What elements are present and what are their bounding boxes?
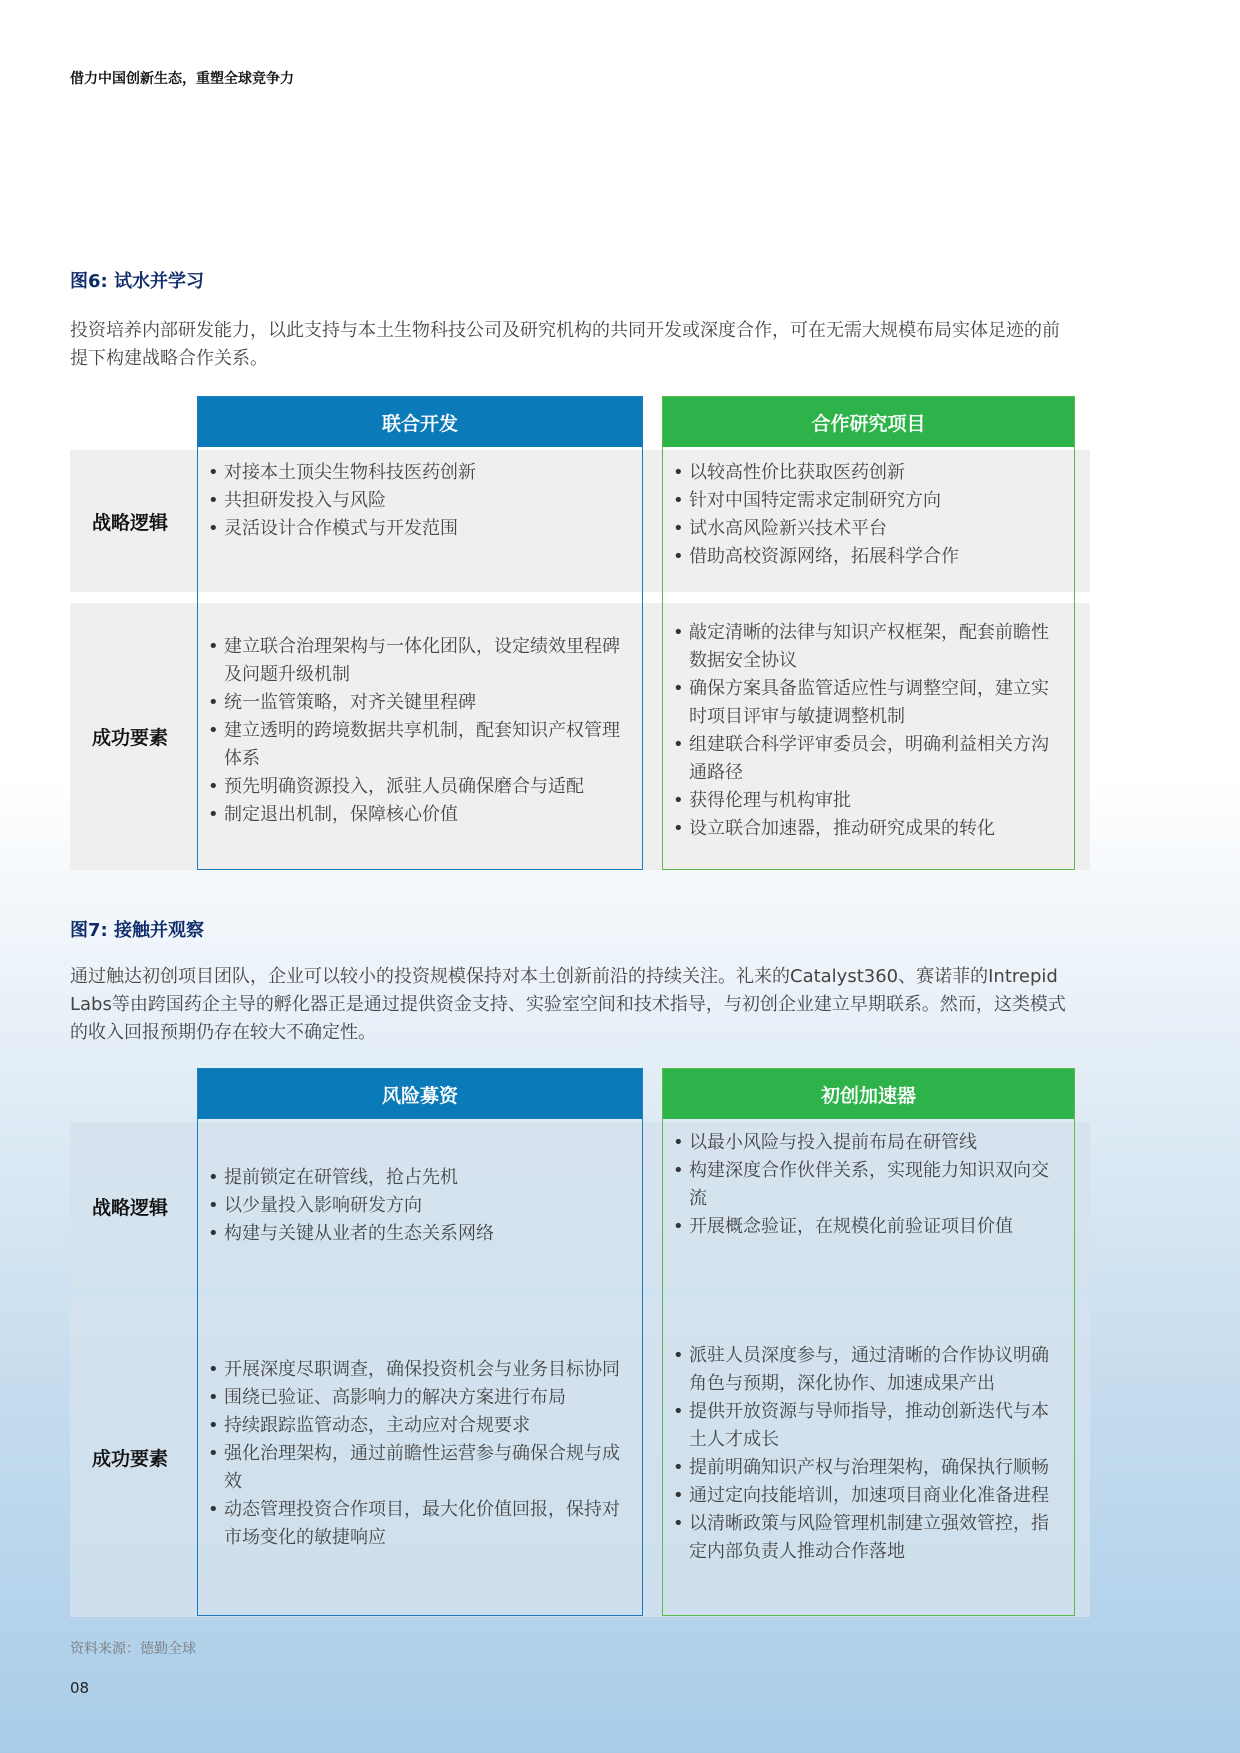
list-item: • 提前锁定在研管线，抢占先机: [208, 1164, 628, 1192]
list-item: • 共担研发投入与风险: [208, 487, 628, 515]
list-item: • 敲定清晰的法律与知识产权框架，配套前瞻性数据安全协议: [673, 619, 1060, 675]
column-header: 初创加速器: [663, 1069, 1074, 1119]
logic-cell: [198, 447, 642, 593]
figure-7-intro: 通过触达初创项目团队，企业可以较小的投资规模保持对本土创新前沿的持续关注。礼来的Catalyst360、赛诺菲的Intrepid Labs等由跨国药企主导的孵化器正是通过提供资金支持、实验室空间和技术指导，与初创企业建立早期联系。然而，这类模式的收入回报预期仍存在较大不确定性。: [70, 966, 1066, 1043]
list-item: • 针对中国特定需求定制研究方向: [673, 487, 1060, 515]
list-item: • 设立联合加速器，推动研究成果的转化: [673, 815, 1060, 843]
list-item: • 统一监管策略，对齐关键里程碑: [208, 689, 628, 717]
column-joint-development: [197, 396, 643, 870]
column-header: 联合开发: [198, 397, 642, 447]
list-item: • 确保方案具备监管适应性与调整空间，建立实时项目评审与敏捷调整机制: [673, 675, 1060, 731]
page-number: 08: [70, 1679, 90, 1697]
column-venture-capital: [197, 1068, 643, 1616]
source-note: 资料来源：德勤全球: [70, 1641, 196, 1657]
list-item: • 制定退出机制，保障核心价值: [208, 801, 628, 829]
figure-6-intro: 投资培养内部研发能力，以此支持与本土生物科技公司及研究机构的共同开发或深度合作，可在无需大规模布局实体足迹的前提下构建战略合作关系。: [70, 320, 1060, 369]
list-item: • 强化治理架构，通过前瞻性运营参与确保合规与成效: [208, 1440, 628, 1496]
figure-7-title: 图7: 接触并观察: [70, 920, 204, 941]
row-label-success: 成功要素: [91, 727, 168, 749]
list-item: • 组建联合科学评审委员会，明确利益相关方沟通路径: [673, 731, 1060, 787]
list-item: • 提供开放资源与导师指导，推动创新迭代与本土人才成长: [673, 1398, 1060, 1454]
figure-6-title: 图6: 试水并学习: [70, 271, 204, 292]
list-item: • 持续跟踪监管动态，主动应对合规要求: [208, 1412, 628, 1440]
column-header: 合作研究项目: [663, 397, 1074, 447]
list-item: • 提前明确知识产权与治理架构，确保执行顺畅: [673, 1454, 1060, 1482]
list-item: • 以少量投入影响研发方向: [208, 1192, 628, 1220]
column-collaborative-research: [662, 396, 1075, 870]
success-cell: [198, 593, 642, 869]
running-header: 借力中国创新生态，重塑全球竞争力: [70, 71, 294, 87]
row-label-logic: 战略逻辑: [91, 511, 168, 534]
list-item: • 通过定向技能培训，加速项目商业化准备进程: [673, 1482, 1060, 1510]
list-item: • 灵活设计合作模式与开发范围: [208, 515, 628, 543]
list-item: • 开展概念验证，在规模化前验证项目价值: [673, 1213, 1060, 1241]
list-item: • 借助高校资源网络，拓展科学合作: [673, 543, 1060, 571]
list-item: • 以清晰政策与风险管理机制建立强效管控，指定内部负责人推动合作落地: [673, 1510, 1060, 1566]
list-item: • 以较高性价比获取医药创新: [673, 459, 1060, 487]
success-cell: [198, 1293, 642, 1615]
column-startup-accelerator: [662, 1068, 1075, 1616]
logic-cell: [663, 447, 1074, 593]
list-item: • 构建与关键从业者的生态关系网络: [208, 1220, 628, 1248]
list-item: • 构建深度合作伙伴关系，实现能力知识双向交流: [673, 1157, 1060, 1213]
list-item: • 以最小风险与投入提前布局在研管线: [673, 1129, 1060, 1157]
list-item: • 试水高风险新兴技术平台: [673, 515, 1060, 543]
list-item: • 派驻人员深度参与，通过清晰的合作协议明确角色与预期，深化协作、加速成果产出: [673, 1342, 1060, 1398]
list-item: • 围绕已验证、高影响力的解决方案进行布局: [208, 1384, 628, 1412]
logic-cell: [198, 1119, 642, 1293]
row-label-logic: 战略逻辑: [91, 1196, 168, 1219]
list-item: • 建立透明的跨境数据共享机制，配套知识产权管理体系: [208, 717, 628, 773]
logic-cell: [663, 1119, 1074, 1293]
list-item: • 动态管理投资合作项目，最大化价值回报，保持对市场变化的敏捷响应: [208, 1496, 628, 1552]
list-item: • 对接本土顶尖生物科技医药创新: [208, 459, 628, 487]
list-item: • 预先明确资源投入，派驻人员确保磨合与适配: [208, 773, 628, 801]
list-item: • 获得伦理与机构审批: [673, 787, 1060, 815]
row-label-success: 成功要素: [91, 1447, 168, 1470]
column-header: 风险募资: [198, 1069, 642, 1119]
success-cell: [663, 1293, 1074, 1615]
list-item: • 建立联合治理架构与一体化团队，设定绩效里程碑及问题升级机制: [208, 633, 628, 689]
success-cell: [663, 593, 1074, 869]
list-item: • 开展深度尽职调查，确保投资机会与业务目标协同: [208, 1356, 628, 1384]
